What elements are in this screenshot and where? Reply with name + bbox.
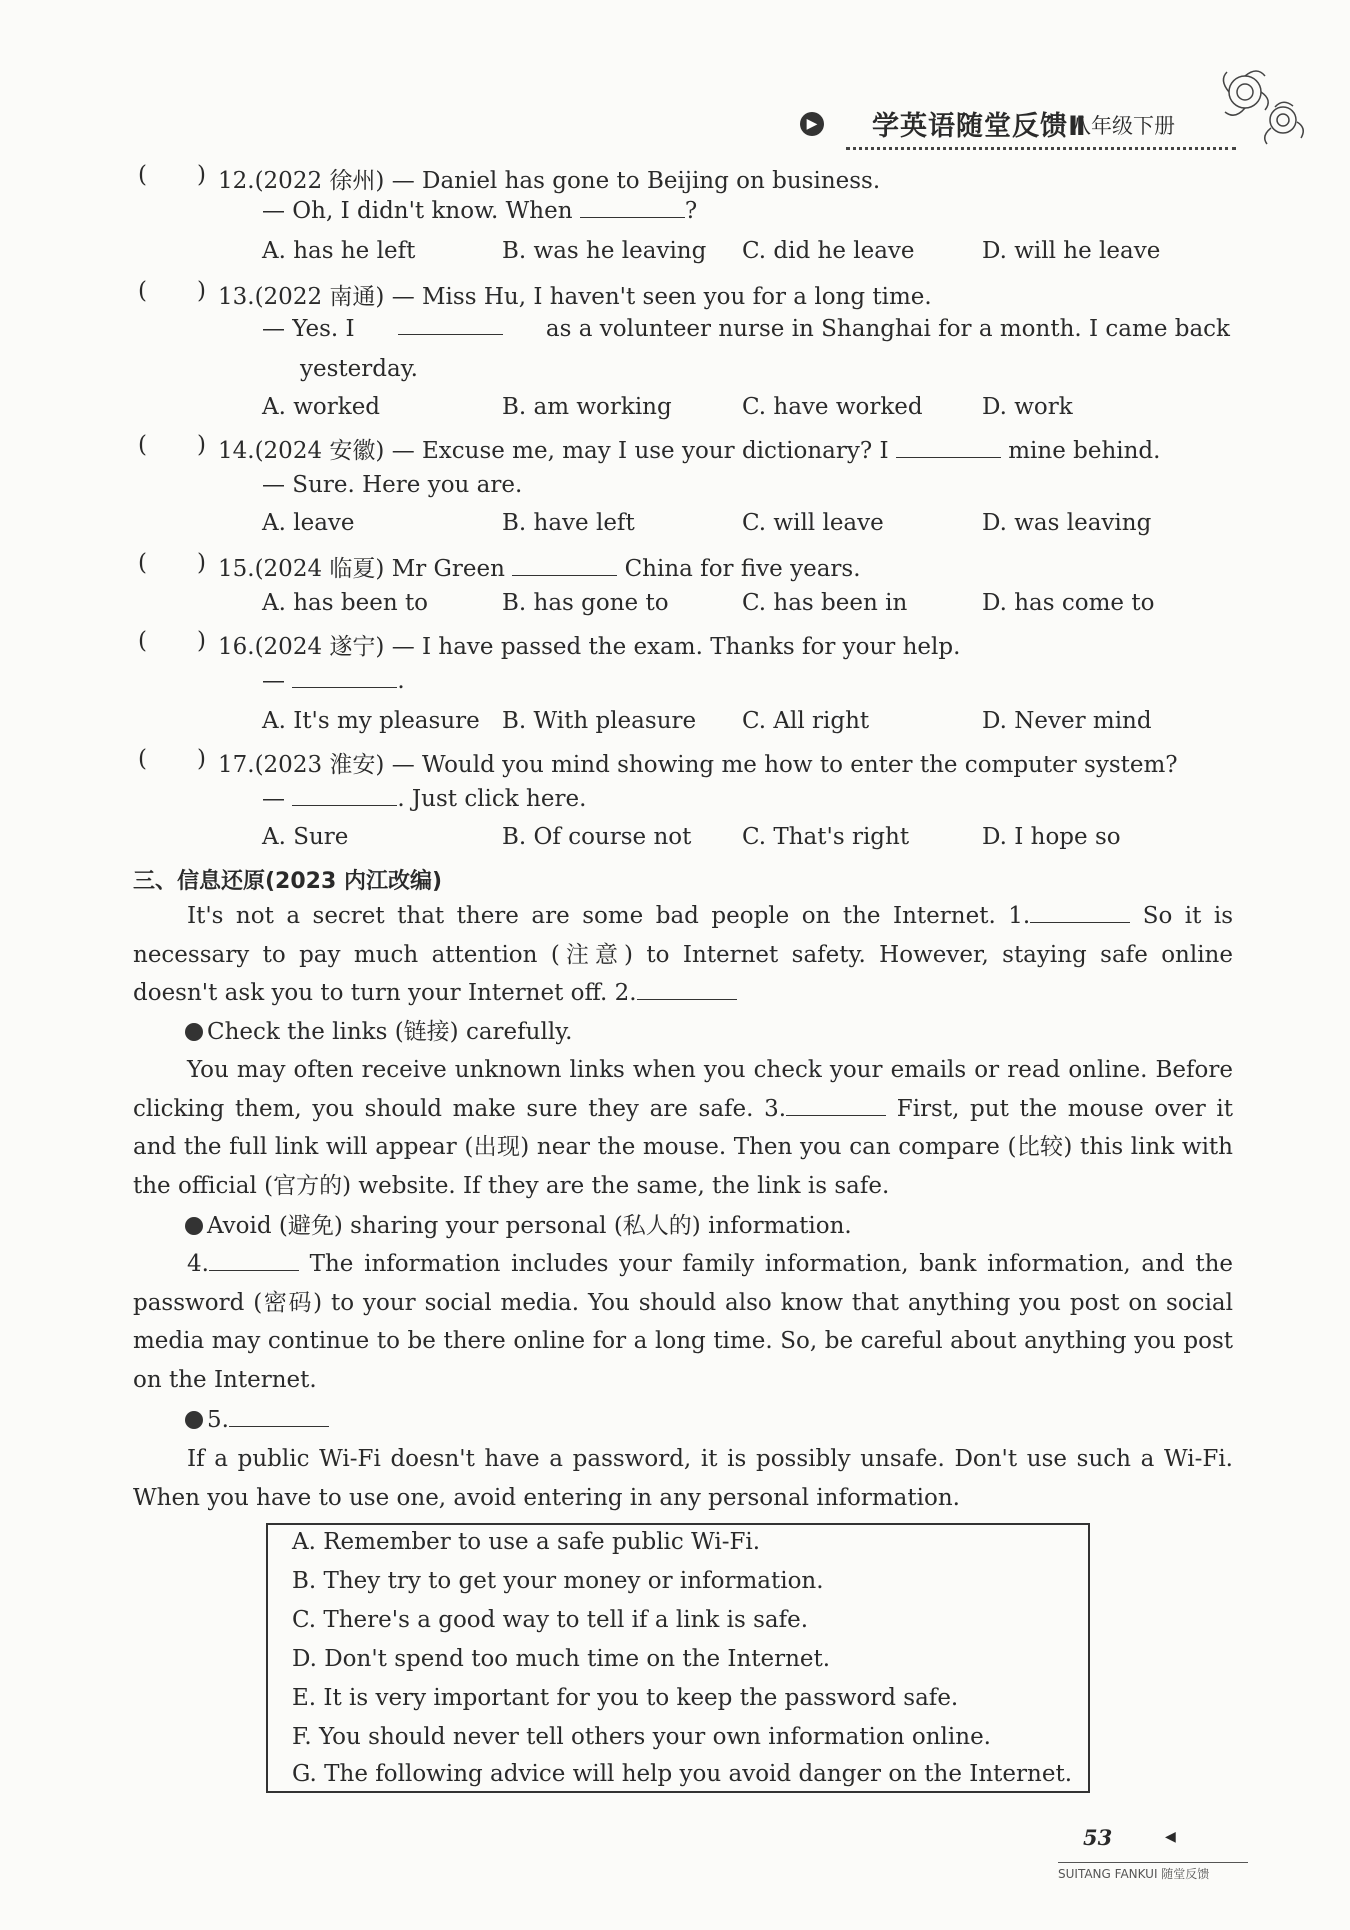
blank-label: 5. [207,1407,229,1433]
option-d[interactable]: D. Never mind [982,708,1152,734]
paragraph-1: It's not a secret that there are some bad people on the Internet. 1. So it is necessary to pay much attention (注意) to Internet safety. However, staying safe online doesn't ask you to turn your Internet off. 2. [133,903,1234,1006]
paragraph-2: You may often receive unknown links when you check your emails or read online. Before clicking them, you should make sure they are safe. 3. First, put the mouse over it and the full link will appear (出现) near the mouse. Then you can compare (比较) this link with the official (官方的) website. If they are the same, the link is safe. [133,1057,1234,1199]
option-d[interactable]: D. has come to [982,590,1155,616]
heading-avoid: Avoid (避免) sharing your personal (私人的) information. [133,1207,1233,1246]
option-c[interactable]: C. has been in [742,590,908,616]
blank-label: 2. [614,980,637,1006]
answer-blank[interactable] [580,199,685,218]
answer-paren[interactable]: ( ) [138,746,206,772]
option-b[interactable]: B. Of course not [502,824,692,850]
option-a[interactable]: A. has he left [262,238,416,264]
answer-paren[interactable]: ( ) [138,162,206,188]
option-d[interactable]: D. I hope so [982,824,1121,850]
choice-g[interactable]: G. The following advice will help you avoid danger on the Internet. [292,1761,1073,1787]
answer-blank-3[interactable] [786,1097,886,1116]
paragraph-4: If a public Wi-Fi doesn't have a password, it is possibly unsafe. Don't use such a Wi-Fi. When you have to use one, avoid entering in any personal information. [133,1446,1233,1511]
option-b[interactable]: B. was he leaving [502,238,707,264]
choice-b[interactable]: B. They try to get your money or information. [292,1568,824,1594]
choice-e[interactable]: E. It is very important for you to keep the password safe. [292,1685,959,1711]
heading-5 [133,1401,1233,1440]
option-d[interactable]: D. was leaving [982,510,1152,536]
answer-blank-2[interactable] [637,981,737,1000]
header-divider [846,147,1236,150]
option-b[interactable]: B. has gone to [502,590,669,616]
choices-box [266,1523,1090,1793]
flower-decoration-icon [1205,62,1315,152]
option-a[interactable]: A. leave [262,510,355,536]
answer-blank[interactable] [398,316,503,335]
blank-label: 1. [1008,903,1031,929]
option-c[interactable]: C. All right [742,708,870,734]
page: ▶ 学英语随堂反馈Ⅱ 八年级下册 ( ) 12.(2022 徐州) — Daniel has gone to Beijing on business. — Oh, I didn't know. When ? A. has he left B. was he leaving C. did he leave D. will he leave ( ) 13.(2022 南通) — Miss Hu, I haven't seen you for a long time. — Yes. I as a volunteer nurse in Shanghai for a month. I came back yesterday. A. worked B. am working C. have worked D. work ( ) 14.(2024 安徽) — Excuse me, may I use your dictionary? I mine behind. — Sure. Here you are. A. leave B. have left C. will leave D. was leaving ( ) 15.(2024 临夏) Mr Green China for five years. A. has been to B. has gone to C. has been in D. has come to ( ) 16.(2024 遂宁) — I have passed the exam. Thanks for your help. — . A. It's my pleasure B. With pleasure C. All right D. Never mind ( ) 17.(2023 淮安) — Would you mind showing me how to enter the computer system? — . Just click here. A. Sure B. Of course not C. That's right D. I hope so 三、信息还原(2023 内江改编) It's not a secret that there are some bad people on the Internet. 1. So it is necessary to pay much attention (注意) to Internet safety. However, staying safe online doesn't ask you to turn your Internet off. 2. Check the links (链接) carefully. You may often receive unknown links when you check your emails or read online. Before clicking them, you should make sure they are safe. 3. First, put the mouse over it and the full link will appear (出现) near the mouse. Then you can compare (比较) this link with the official (官方的) website. If they are the same, the link is safe. Avoid (避免) sharing your personal (私人的) information. 4. The information includes your family information, bank information, and the password (密码) to your social media. You should also know that anything you post on social media may continue to be there online for a long time. So, be careful about anything you post on the Internet. 5. If a public Wi-Fi doesn't have a password, it is possibly unsafe. Don't use such a Wi-Fi. When you have to use one, avoid entering in any personal information. A. Remember to use a safe public Wi-Fi. B. They try to get your money or information. C. There's a good way to tell if a link is safe. D. Don't spend too much time on the Internet. E. It is very important for you to keep the password safe. F. You should never tell others your own information online. G. The following advice will help you avoid danger on the Internet. 53 ◀ SUITANG FANKUI 随堂反馈 [0,0,1350,1930]
book-title: 学英语随堂反馈Ⅱ [872,111,1087,142]
choice-c[interactable]: C. There's a good way to tell if a link is safe. [292,1607,809,1633]
answer-paren[interactable]: ( ) [138,550,206,576]
option-d[interactable]: D. work [982,394,1073,420]
bullet-icon [185,1023,203,1041]
answer-blank-1[interactable] [1030,904,1130,923]
arrow-left-icon: ◀ [1165,1829,1176,1845]
section-title: 三、信息还原(2023 内江改编) [133,869,442,894]
play-icon: ▶ [800,112,824,136]
answer-blank[interactable] [512,557,617,576]
footer-brand: SUITANG FANKUI 随堂反馈 [1058,1862,1248,1882]
book-grade: 八年级下册 [1070,114,1175,138]
answer-blank[interactable] [292,669,397,688]
answer-paren[interactable]: ( ) [138,432,206,458]
option-d[interactable]: D. will he leave [982,238,1161,264]
answer-paren[interactable]: ( ) [138,628,206,654]
heading-links: Check the links (链接) carefully. [133,1013,1233,1052]
answer-blank-4[interactable] [209,1252,299,1271]
blank-label: 4. [187,1251,209,1277]
option-a[interactable]: A. Sure [262,824,349,850]
option-c[interactable]: C. did he leave [742,238,915,264]
choice-a[interactable]: A. Remember to use a safe public Wi-Fi. [292,1529,761,1555]
bullet-icon [185,1411,203,1429]
answer-blank[interactable] [292,787,397,806]
answer-blank-5[interactable] [229,1408,329,1427]
answer-blank[interactable] [896,439,1001,458]
answer-paren[interactable]: ( ) [138,278,206,304]
option-c[interactable]: C. That's right [742,824,910,850]
option-a[interactable]: A. It's my pleasure [262,708,480,734]
paragraph-3: 4. The information includes your family information, bank information, and the password (密码) to your social media. You should also know that anything you post on social media may continue to be there online for a long time. So, be careful about anything you post on the Internet. [133,1251,1234,1393]
page-number: 53 [1083,1825,1113,1850]
option-a[interactable]: A. has been to [262,590,429,616]
option-c[interactable]: C. will leave [742,510,884,536]
page-header [800,102,1240,162]
choice-d[interactable]: D. Don't spend too much time on the Internet. [292,1646,831,1672]
option-c[interactable]: C. have worked [742,394,923,420]
option-b[interactable]: B. With pleasure [502,708,697,734]
bullet-icon [185,1217,203,1235]
option-b[interactable]: B. have left [502,510,635,536]
choice-f[interactable]: F. You should never tell others your own information online. [292,1724,991,1750]
option-a[interactable]: A. worked [262,394,381,420]
option-b[interactable]: B. am working [502,394,672,420]
blank-label: 3. [764,1095,787,1122]
